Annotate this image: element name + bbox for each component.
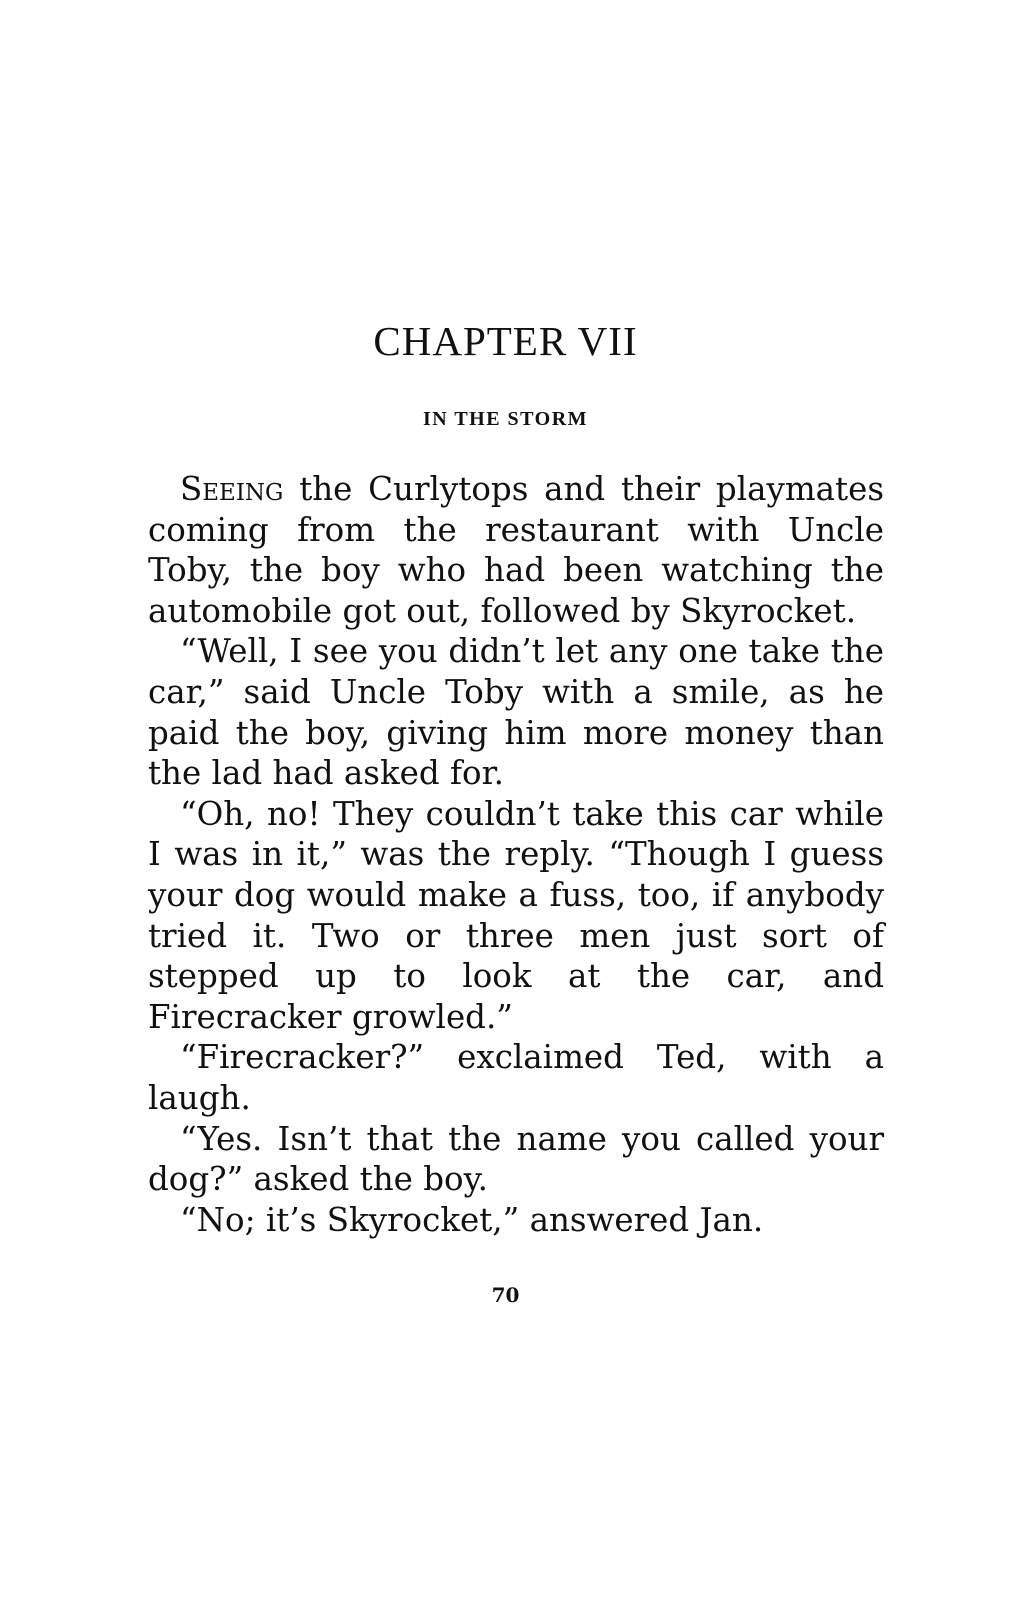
- paragraph-1: [148, 469, 884, 631]
- opening-word: Seeing: [180, 470, 284, 508]
- body-text: [148, 469, 884, 1240]
- paragraph-3: “Oh, no! They couldn’t take this car while I was in it,” was the reply. “Though I guess your dog would make a fuss, too, if anybody tried it. Two or three men just sort of stepped up to look at the car, and Firecracker growled.”: [148, 794, 884, 1036]
- paragraph-2: “Well, I see you didn’t let any one take the car,” said Uncle Toby with a smile, as he paid the boy, giving him more money than the lad had asked for.: [148, 632, 884, 793]
- paragraph-5: “Yes. Isn’t that the name you called your dog?” asked the boy.: [148, 1119, 884, 1199]
- paragraph-6: “No; it’s Skyrocket,” answered Jan.: [180, 1200, 764, 1239]
- page-number: 70: [491, 1283, 520, 1307]
- chapter-subtitle: IN THE STORM: [422, 408, 589, 430]
- paragraph-1-text: the Curlytops and their playmates coming from the restaurant with Uncle Toby, the boy who had been watching the automobile got out, followed by Skyrocket.: [148, 470, 884, 630]
- chapter-title: CHAPTER VII: [373, 318, 638, 364]
- paragraph-4: “Firecracker?” exclaimed Ted, with a laugh.: [148, 1038, 884, 1117]
